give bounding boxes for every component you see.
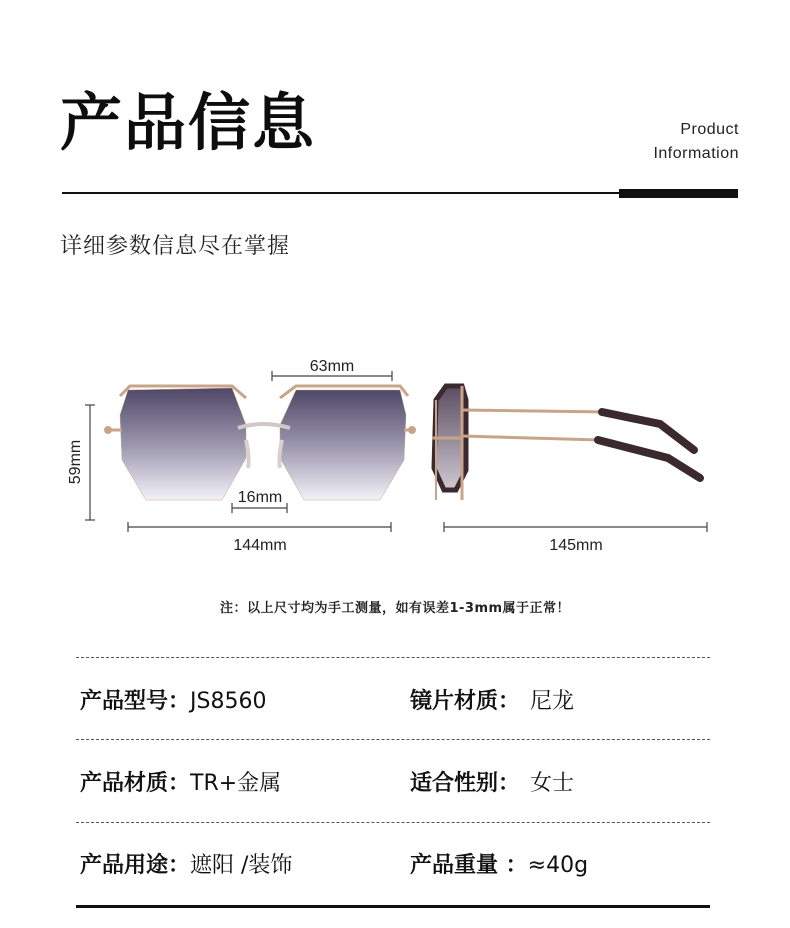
lens-height-label: 59mm — [67, 439, 84, 485]
spec-gender-value: 女士 — [530, 771, 575, 796]
spec-model — [80, 684, 266, 715]
spec-gender-label: 适合性别： — [410, 771, 521, 796]
spec-table-bottom-rule — [76, 905, 710, 908]
product-dimension-figure — [0, 340, 790, 570]
spec-frame-material — [80, 766, 281, 797]
spec-gender — [410, 766, 574, 797]
spec-lens-material-label: 镜片材质： — [410, 689, 521, 714]
spec-divider-3 — [76, 822, 710, 823]
frame-width-label: 144mm — [233, 537, 287, 554]
glasses-front-view — [104, 386, 416, 500]
measurement-note: 注：以上尺寸均为手工测量，如有误差1-3mm属于正常！ — [219, 601, 571, 616]
temple-length-label: 145mm — [549, 537, 603, 554]
page-subtitle: 详细参数信息尽在掌握 — [60, 234, 291, 259]
header-divider-thick — [619, 189, 738, 198]
spec-usage — [80, 848, 292, 879]
bridge-width-label: 16mm — [237, 489, 283, 506]
glasses-side-view — [432, 386, 700, 500]
page-title-english — [653, 118, 739, 166]
spec-weight — [410, 848, 588, 879]
spec-lens-material — [410, 684, 574, 715]
spec-divider-2 — [76, 739, 710, 740]
spec-weight-label: 产品重量 ： — [410, 853, 528, 878]
spec-frame-material-value: TR+金属 — [190, 771, 282, 796]
spec-frame-material-label: 产品材质： — [80, 771, 191, 796]
spec-usage-value: 遮阳 /装饰 — [190, 853, 293, 878]
header-divider-thin — [62, 192, 622, 194]
title-en-line2: Information — [653, 145, 739, 162]
lens-width-label: 63mm — [309, 358, 355, 375]
page-title: 产品信息 — [60, 86, 317, 159]
spec-usage-label: 产品用途： — [80, 853, 191, 878]
spec-model-label: 产品型号： — [80, 689, 191, 714]
spec-lens-material-value: 尼龙 — [530, 689, 575, 714]
spec-divider-1 — [76, 657, 710, 658]
spec-weight-value: ≈40g — [527, 853, 589, 878]
title-en-line1: Product — [680, 121, 739, 138]
spec-model-value: JS8560 — [190, 689, 267, 714]
